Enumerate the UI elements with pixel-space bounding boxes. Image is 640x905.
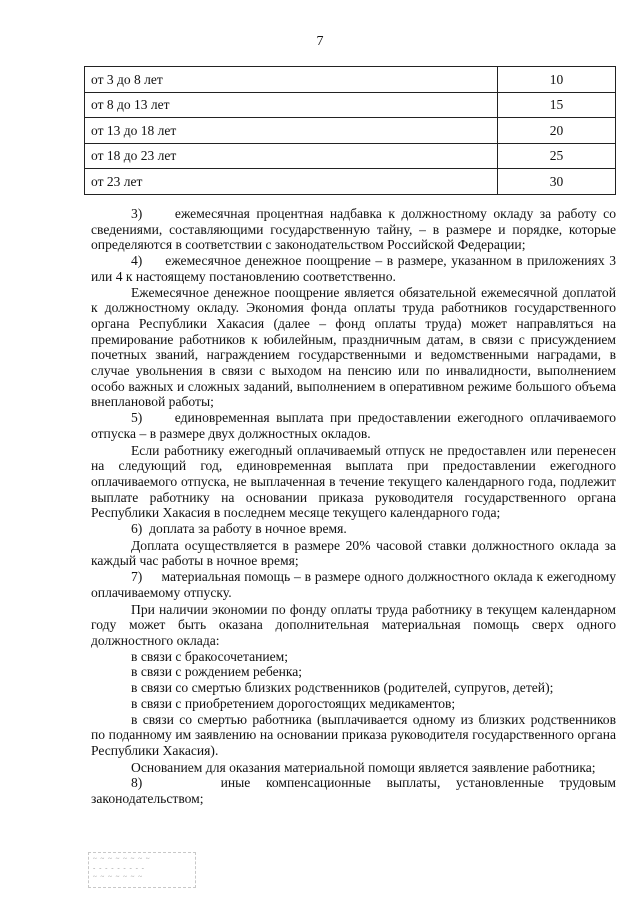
table-cell-period: от 18 до 23 лет: [85, 143, 498, 169]
list-item: в связи со смертью близких родственников (родителей, супругов, детей);: [131, 680, 554, 696]
table-row: [85, 92, 616, 118]
paragraph-item-4: 4) ежемесячное денежное поощрение – в размере, указанном в приложениях 3 или 4 к настоящему постановлению соответственно.: [91, 253, 616, 284]
table-cell-period: от 8 до 13 лет: [85, 92, 498, 118]
paragraph-bonus-details: Ежемесячное денежное поощрение является обязательной ежемесячной доплатой к должностному окладу. Экономия фонда оплаты труда работников государственного органа Республики Хакасия (далее – фонд оплаты труда) может направляться на премирование работников к юбилейным, праздничным датам, в связи с присуждением почетных званий, награждением государственными и ведомственными наградами, в случае увольнения в связи с выходом на пенсию или по инвалидности, выполнением особо важных и сложных заданий, выполнением в оперативном режиме большого объема внеплановой работы;: [91, 284, 616, 410]
stamp-mark: ~ ~ ~ ~ ~ ~ ~ ~ - - - - - - - - - ~ ~ ~ ~ ~ ~ ~: [88, 852, 196, 888]
table-cell-period: от 3 до 8 лет: [85, 67, 498, 93]
list-item: в связи с рождением ребенка;: [131, 664, 303, 680]
paragraph-item-5: 5) единовременная выплата при предоставлении ежегодного оплачиваемого отпуска – в размере двух должностных окладов.: [91, 410, 616, 441]
paragraph-item-3: 3) ежемесячная процентная надбавка к должностному окладу за работу со сведениями, составляющими государственную тайну, – в размере и порядке, которые определяются в соответствии с законодательством Российской Федерации;: [91, 206, 616, 253]
table-cell-percent: 30: [498, 169, 616, 195]
table-row: [85, 169, 616, 195]
document-body: [91, 206, 616, 807]
paragraph-item-6: 6) доплата за работу в ночное время.: [131, 521, 347, 537]
list-item: в связи с бракосочетанием;: [131, 648, 289, 664]
seniority-table: [84, 66, 616, 195]
paragraph-additional-aid: При наличии экономии по фонду оплаты труда работнику в текущем календарном году может быть оказана дополнительная материальная помощь сверх одного должностного оклада:: [91, 601, 616, 648]
paragraph-vacation-payment: Если работнику ежегодный оплачиваемый отпуск не предоставлен или перенесен на следующий год, единовременная выплата при предоставлении ежегодного оплачиваемого отпуска, не выплаченная в течение текущего календарного года, подлежит выплате работнику на основании приказа руководителя государственного органа Республики Хакасия в последнем месяце текущего календарного года;: [91, 442, 616, 521]
paragraph-night-work: Доплата осуществляется в размере 20% часовой ставки должностного оклада за каждый час работы в ночное время;: [91, 537, 616, 569]
table-cell-percent: 15: [498, 92, 616, 118]
list-item: в связи с приобретением дорогостоящих медикаментов;: [131, 695, 456, 711]
table-row: [85, 143, 616, 169]
table-cell-percent: 20: [498, 118, 616, 144]
list-item: в связи со смертью работника (выплачивается одному из близких родственников по поданному им заявлению на основании приказа руководителя государственного органа Республики Хакасия).: [91, 711, 616, 758]
paragraph-item-7: 7) материальная помощь – в размере одного должностного оклада к ежегодному оплачиваемому отпуску.: [91, 569, 616, 600]
table-cell-period: от 13 до 18 лет: [85, 118, 498, 144]
table-cell-percent: 10: [498, 67, 616, 93]
table-cell-period: от 23 лет: [85, 169, 498, 195]
paragraph-item-8: 8) иные компенсационные выплаты, установленные трудовым законодательством;: [91, 775, 616, 807]
table-cell-percent: 25: [498, 143, 616, 169]
table-row: [85, 67, 616, 93]
page-number: 7: [316, 34, 324, 49]
table-row: [85, 118, 616, 144]
paragraph-aid-basis: Основанием для оказания материальной помощи является заявление работника;: [131, 759, 596, 775]
